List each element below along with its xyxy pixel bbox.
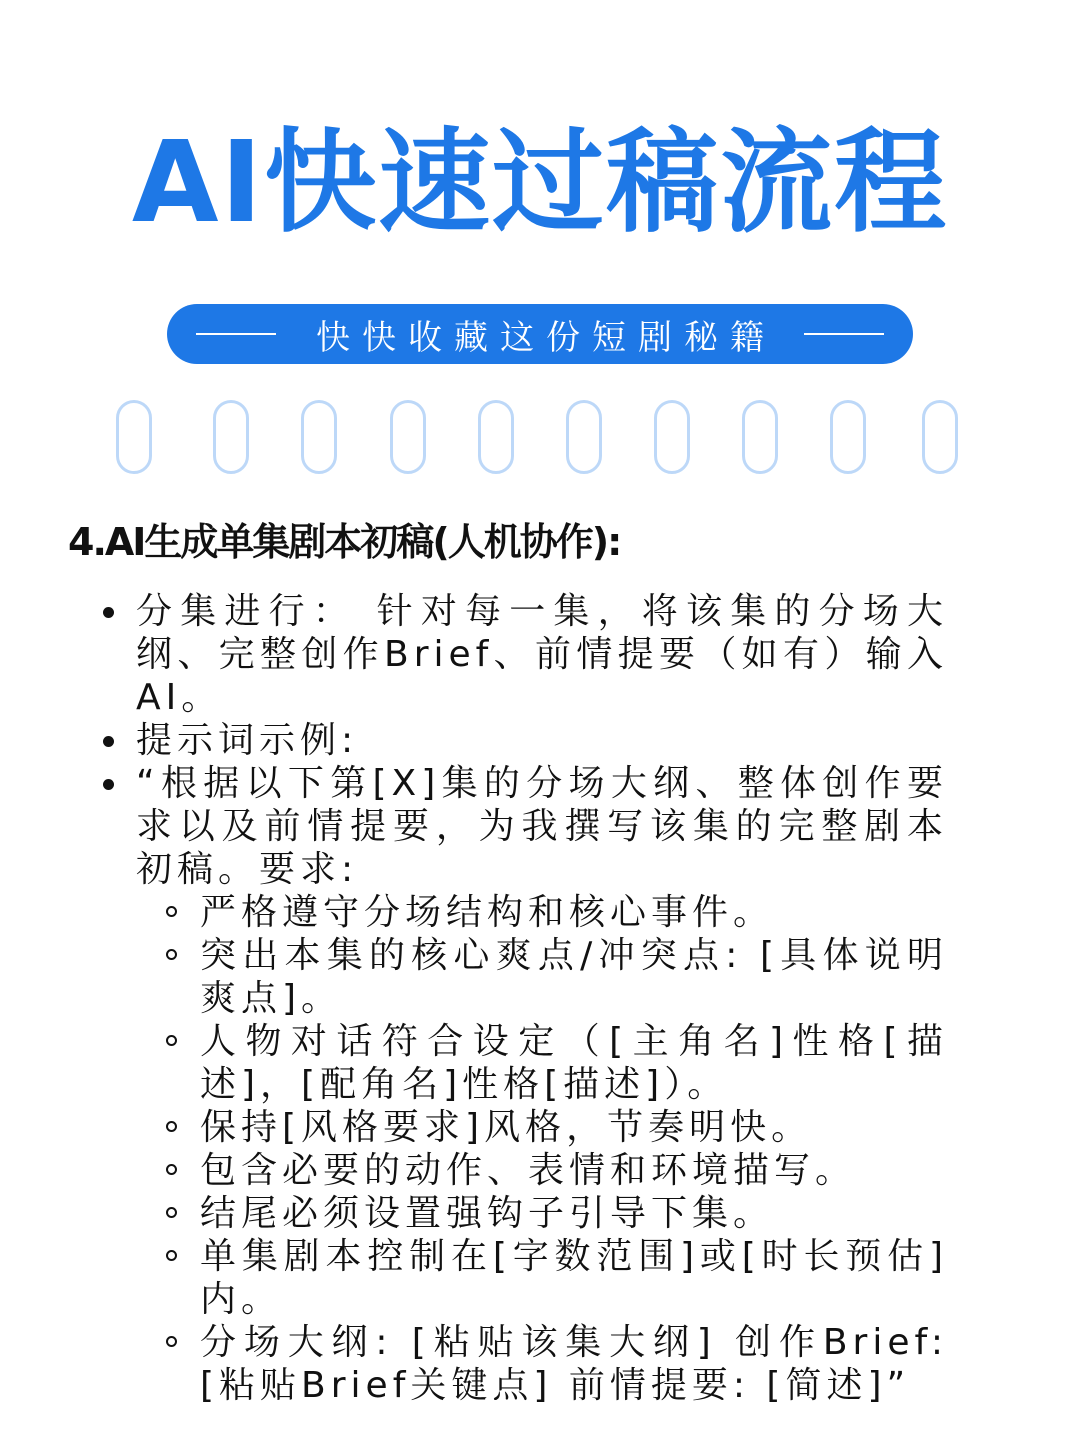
bullet-dot-icon xyxy=(103,779,114,790)
sub-item-text: 人物对话符合设定（[主角名]性格[描述]，[配角名]性格[描述]）。 xyxy=(200,1021,948,1105)
hollow-bullet-icon xyxy=(166,1164,177,1175)
hollow-bullet-icon xyxy=(166,1250,177,1261)
sub-list-item xyxy=(0,934,948,1020)
left-dash-divider xyxy=(196,333,276,335)
sub-item-text: 严格遵守分场结构和核心事件。 xyxy=(200,892,775,933)
sub-list-item xyxy=(0,1192,948,1235)
subtitle-banner xyxy=(167,304,913,364)
sub-list-item xyxy=(0,1235,948,1321)
capsule-decoration xyxy=(390,400,426,474)
sub-list-item xyxy=(0,1321,948,1407)
sub-item-text: 保持[风格要求]风格，节奏明快。 xyxy=(200,1107,813,1148)
bullet-text: 提示词示例: xyxy=(136,720,359,761)
sub-item-text: 分场大纲: [粘贴该集大纲] 创作Brief: [粘贴Brief关键点] 前情提要: [简述]” xyxy=(200,1322,948,1406)
capsule-decoration xyxy=(654,400,690,474)
capsule-decoration xyxy=(301,400,337,474)
hollow-bullet-icon xyxy=(166,1035,177,1046)
capsule-decoration xyxy=(116,400,152,474)
capsule-decoration xyxy=(830,400,866,474)
capsule-decoration xyxy=(213,400,249,474)
capsule-decoration xyxy=(478,400,514,474)
right-dash-divider xyxy=(804,333,884,335)
bullet-item xyxy=(0,590,948,719)
bullet-item xyxy=(0,762,948,891)
sub-item-text: 单集剧本控制在[字数范围]或[时长预估]内。 xyxy=(200,1236,948,1320)
decorative-capsule-row xyxy=(0,400,1080,474)
sub-item-text: 结尾必须设置强钩子引导下集。 xyxy=(200,1193,775,1234)
section-heading: 4.AI生成单集剧本初稿(人机协作): xyxy=(68,520,621,564)
capsule-decoration xyxy=(922,400,958,474)
capsule-decoration xyxy=(566,400,602,474)
sub-list-item xyxy=(0,891,948,934)
bullet-text: 分集进行： 针对每一集，将该集的分场大纲、完整创作Brief、前情提要（如有）输入AI。 xyxy=(136,591,948,718)
bullet-dot-icon xyxy=(103,607,114,618)
page-title: AI快速过稿流程 xyxy=(131,118,949,248)
subtitle-text: 快快收藏这份短剧秘籍 xyxy=(316,317,776,358)
capsule-decoration xyxy=(742,400,778,474)
sub-item-text: 包含必要的动作、表情和环境描写。 xyxy=(200,1150,857,1191)
sub-item-text: 突出本集的核心爽点/冲突点: [具体说明爽点]。 xyxy=(200,935,948,1019)
bullet-text: “根据以下第[X]集的分场大纲、整体创作要求以及前情提要，为我撰写该集的完整剧本初稿。要求: xyxy=(136,763,948,890)
hollow-bullet-icon xyxy=(166,1336,177,1347)
hollow-bullet-icon xyxy=(166,1121,177,1132)
hollow-bullet-icon xyxy=(166,1207,177,1218)
hollow-bullet-icon xyxy=(166,949,177,960)
sub-list-item xyxy=(0,1106,948,1149)
hollow-bullet-icon xyxy=(166,906,177,917)
bullet-item xyxy=(0,719,948,762)
bullet-dot-icon xyxy=(103,736,114,747)
sub-list-item xyxy=(0,1020,948,1106)
sub-list-item xyxy=(0,1149,948,1192)
content-list xyxy=(0,590,1080,1407)
